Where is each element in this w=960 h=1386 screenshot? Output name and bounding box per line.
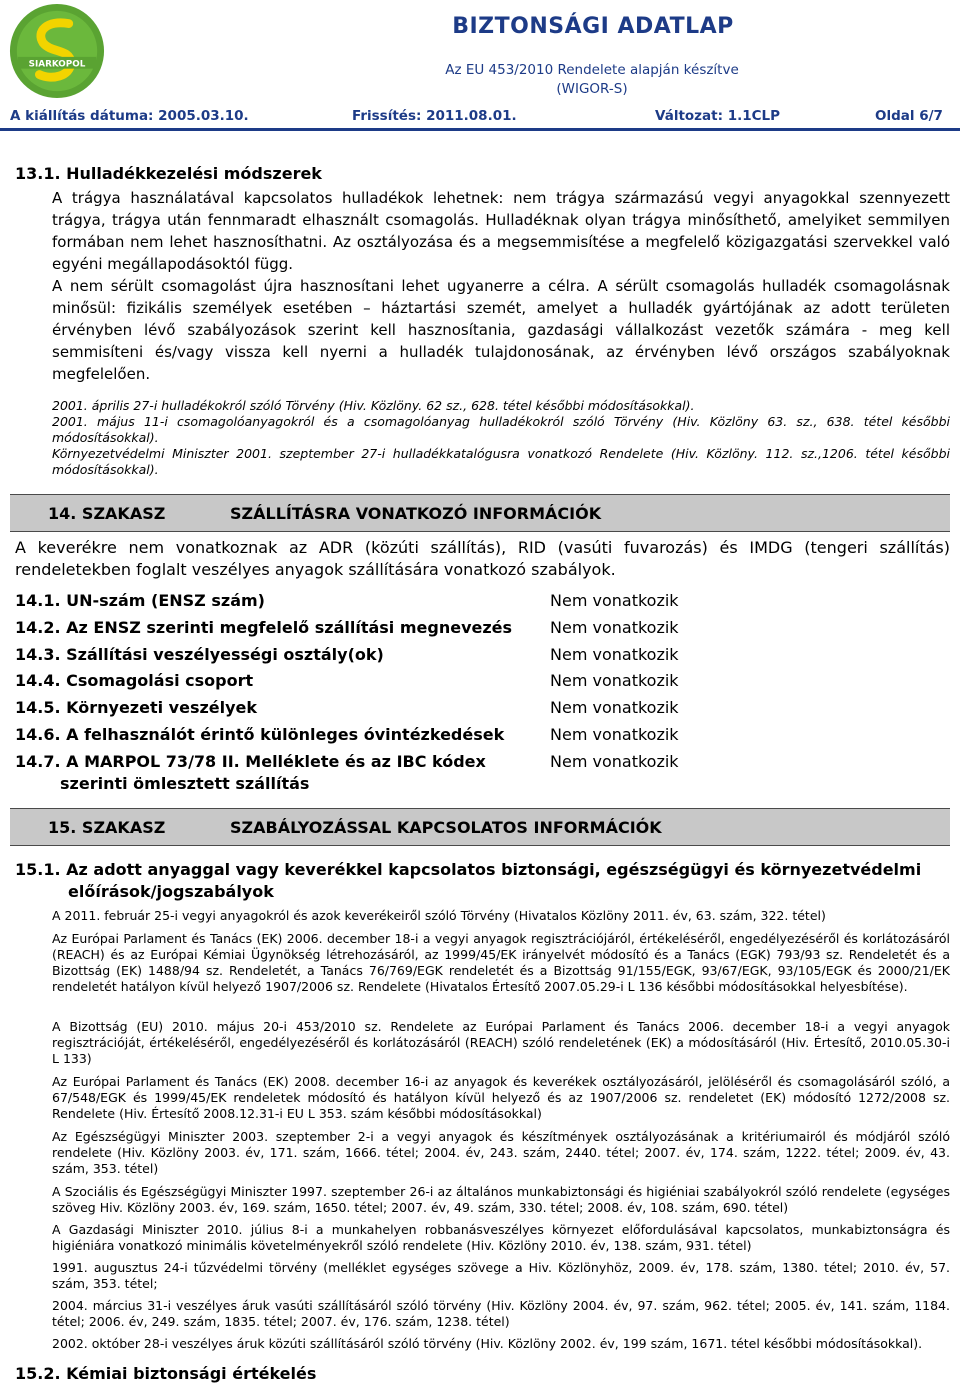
siarkopol-logo xyxy=(8,2,106,100)
page-number: Oldal 6/7 xyxy=(875,108,943,124)
transport-row-label: 14.3. Szállítási veszélyességi osztály(ok) xyxy=(15,645,384,664)
transport-row-value: Nem vonatkozik xyxy=(550,698,679,717)
subtitle-line: Az EU 453/2010 Rendelete alapján készítve xyxy=(445,62,739,78)
transport-row-value: Nem vonatkozik xyxy=(550,725,679,744)
regulation-reference: 2002. október 28-i veszélyes áruk közúti szállításáról szóló törvény (Hiv. Közlöny 2002. év, 199 szám, 1671. tétel későbbi módosításokkal). xyxy=(52,1336,923,1351)
subtitle-line: (WIGOR-S) xyxy=(556,81,628,97)
regulation-reference: 2004. március 31-i veszélyes áruk vasúti szállításáról szóló törvény (Hiv. Közlöny 2004. év, 97. szám, 962. tétel; 2005. év, 141. szám, 1184. tétel; 2006. év, 249. szám, 1835. tétel; 2007. év, 176. szám, 1238. tétel) xyxy=(52,1298,950,1329)
section-13-1-paragraph: A nem sérült csomagolást újra hasznosítani lehet ugyanerre a célra. A sérült csomagolás hulladék csomagolásnak minősül: fizikális személyek esetében – háztartási szemét, amelyet a hulladék gyártójának az adott területen érvényben lévő szabályozások szerint kell hasznosítania, gazdasági vállalkozást vezetők számára - meg kell semmisíteni és/vagy vissza kell nyerni a hulladék tulajdonosának, az érvényben lévő országos szabályoknak megfelelően. xyxy=(52,277,950,383)
section-15-bar xyxy=(10,808,950,846)
law-reference: 2001. április 27-i hulladékokról szóló Törvény (Hiv. Közlöny. 62 sz., 628. tétel későbbi módosításokkal). xyxy=(52,398,695,413)
transport-row-label: 14.4. Csomagolási csoport xyxy=(15,671,254,690)
transport-row-value: Nem vonatkozik xyxy=(550,645,679,664)
transport-row-label: 14.6. A felhasználót érintő különleges óvintézkedések xyxy=(15,725,505,744)
transport-row-value: Nem vonatkozik xyxy=(550,752,679,771)
update-date: Frissítés: 2011.08.01. xyxy=(352,108,517,124)
logo-text: SIARKOPOL xyxy=(28,59,86,70)
section-14-bar xyxy=(10,494,950,532)
regulation-reference: 1991. augusztus 24-i tűzvédelmi törvény (melléklet egységes szövege a Hiv. Közlönyhöz, 2009. év, 178. szám, 1380. tétel; 2010. év, 57. szám, 353. tétel; xyxy=(52,1260,950,1291)
document-title: BIZTONSÁGI ADATLAP xyxy=(452,14,734,39)
regulation-subtitle xyxy=(405,61,779,99)
regulation-reference: Az Egészségügyi Miniszter 2003. szeptember 2-i a vegyi anyagok és készítmények osztályozásának a kritériumairól és módjáról szóló rendelete (Hiv. Közlöny 2003. év, 171. szám, 1666. tétel; 2004. év, 243. szám, 2440. tétel; 2007. év, 174. szám, 1222. tétel; 2009. év, 43. szám, 353. tétel) xyxy=(52,1129,950,1176)
section-15-2-heading: 15.2. Kémiai biztonsági értékelés xyxy=(15,1364,317,1383)
transport-row-value: Nem vonatkozik xyxy=(550,671,679,690)
regulation-reference: A Gazdasági Miniszter 2010. július 8-i a munkahelyen robbanásveszélyes környezet előfordulásával kapcsolatos, munkabiztonságra és higiéniára vonatkozó minimális követelményekről szóló rendelete (Hiv. Közlöny 2010. év, 138. szám, 931. tétel) xyxy=(52,1222,950,1253)
version: Változat: 1.1CLP xyxy=(655,108,781,124)
section-13-1-heading: 13.1. Hulladékkezelési módszerek xyxy=(15,164,322,183)
transport-row-label: 14.1. UN-szám (ENSZ szám) xyxy=(15,591,265,610)
transport-row-label: 14.5. Környezeti veszélyek xyxy=(15,698,258,717)
transport-row-label: 14.7. A MARPOL 73/78 II. Melléklete és az IBC kódex xyxy=(15,752,486,771)
transport-row-value: Nem vonatkozik xyxy=(550,618,679,637)
section-15-1-heading: 15.1. Az adott anyaggal vagy keverékkel kapcsolatos biztonsági, egészségügyi és környezetvédelmi xyxy=(15,860,922,879)
regulation-reference: Az Európai Parlament és Tanács (EK) 2008. december 16-i az anyagok és keverékek osztályozásáról, jelöléséről és csomagolásáról szóló, a 67/548/EGK és 1999/45/EK rendeletek módosító és hatályon kívül helyező és az 1907/2006 sz. rendeletet (EK) módosító 1272/2008 sz. Rendelete (Hiv. Értesítő 2008.12.31-i EU L 353. szám későbbi módosításokkal) xyxy=(52,1074,950,1121)
issue-date: A kiállítás dátuma: 2005.03.10. xyxy=(10,108,249,124)
law-reference: Környezetvédelmi Miniszter 2001. szeptember 27-i hulladékkatalógusra vonatkozó Rendelete (Hiv. Közlöny. 112. sz.,1206. tétel későbbi módosításokkal). xyxy=(52,446,950,477)
header-divider xyxy=(0,128,960,131)
transport-row-label-cont: szerinti ömlesztett szállítás xyxy=(60,774,310,793)
section-number: 14. SZAKASZ xyxy=(48,504,166,523)
section-title: SZÁLLÍTÁSRA VONATKOZÓ INFORMÁCIÓK xyxy=(230,504,602,523)
section-13-1-paragraph: A trágya használatával kapcsolatos hulladékok lehetnek: nem trágya származású vegyi anyagokkal szennyezett trágya, trágya után fennmaradt elhasznált csomagolás. Hulladéknak olyan trágya minősíthető, amelyiket semmilyen formában nem lehet hasznosíthatni. Az osztályozása és a megsemmisítése a megfelelő közigazgatási szervekkel való egyéni megállapodásoktól függ. xyxy=(52,189,950,273)
transport-row-value: Nem vonatkozik xyxy=(550,591,679,610)
transport-row-label: 14.2. Az ENSZ szerinti megfelelő szállítási megnevezés xyxy=(15,618,513,637)
section-number: 15. SZAKASZ xyxy=(48,818,166,837)
regulation-reference: A 2011. február 25-i vegyi anyagokról és azok keverékeiről szóló Törvény (Hivatalos Közlöny 2011. év, 63. szám, 322. tétel) xyxy=(52,908,826,923)
regulation-reference: Az Európai Parlament és Tanács (EK) 2006. december 18-i a vegyi anyagok regisztrációjáról, értékeléséről, engedélyezéséről és korlátozásáról (REACH) és az Európai Kémiai Ügynökség létrehozásáról, az 1999/45/EK irányelvét módosító és a Tanács (EGK) 793/93 sz. Rendeletét és a Bizottság (EK) 1488/94 sz. Rendeletét, a Tanács 76/769/EGK rendeletét és a Bizottság 91/155/EGK, 93/67/EGK, 93/105/EGK és 2000/21/EK rendeletét hatályon kívül helyező 1907/2006 sz. Rendelete (Hivatalos Értesítő 2007.05.29-i L 136 későbbi módosításokkal helyesbítése). xyxy=(52,931,950,994)
section-15-1-heading-cont: előírások/jogszabályok xyxy=(68,882,274,901)
section-title: SZABÁLYOZÁSSAL KAPCSOLATOS INFORMÁCIÓK xyxy=(230,818,662,837)
law-reference: 2001. május 11-i csomagolóanyagokról és a csomagolóanyag hulladékokról szóló Törvény (Hiv. Közlöny 63. sz., 638. tétel későbbi módosításokkal). xyxy=(52,414,950,445)
section-14-intro: A keverékre nem vonatkoznak az ADR (közúti szállítás), RID (vasúti fuvarozás) és IMDG (tengeri szállítás) rendeletekben foglalt veszélyes anyagok szállítására vonatkozó szabályok. xyxy=(15,538,950,579)
regulation-reference: A Szociális és Egészségügyi Miniszter 1997. szeptember 26-i az általános munkabiztonsági és higiéniai szabályokról szóló rendelete (egységes szöveg Hiv. Közlöny 2003. év, 169. szám, 1650. tétel; 2007. év, 49. szám, 330. tétel; 2008. év, 108. szám, 690. tétel) xyxy=(52,1184,950,1215)
regulation-reference: A Bizottság (EU) 2010. május 20-i 453/2010 sz. Rendelete az Európai Parlament és Tanács 2006. december 18-i a vegyi anyagok regisztrációját, értékeléséről, engedélyezéséről és korlátozásáról (REACH) szóló rendeletének (EK) a módosításáról (Hiv. Értesítő, 2010.05.30-i L 133) xyxy=(52,1019,950,1066)
